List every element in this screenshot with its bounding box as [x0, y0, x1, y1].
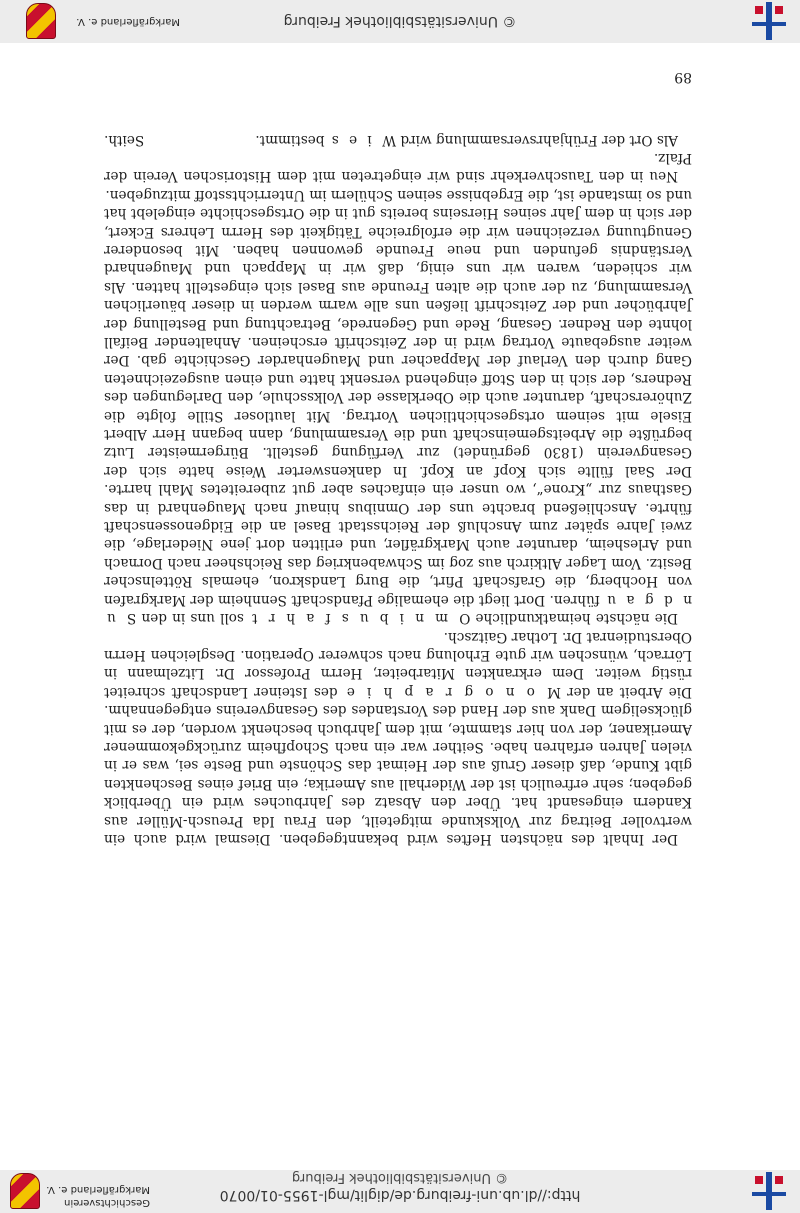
society-crest-icon — [26, 3, 56, 39]
footer-band — [0, 0, 800, 43]
source-url[interactable]: http://dl.ub.uni-freiburg.de/diglit/mgl-1955-01/0070 — [219, 1187, 581, 1203]
paragraph-1: Der Inhalt des nächsten Heftes wird bekanntgegeben. Diesmal wird auch ein wertvoller Beitrag zur Volkskunde mitgeteilt, den Frau Ida Preusch-Müller aus Kandern eingesandt hat. Über den Absatz des Jahrbuches wird ein Überblick gegeben; sehr erfreulich ist der Widerhall aus Amerika; ein Brief eines Beschenkten gibt Kunde, daß dieser Gruß aus der Heimat das Schönste und Beste sei, was er in vielen Jahren erfahren habe. Seither war ein nach Schopfheim zurückgekommener Amerikaner, der von hier stammte, mit dem Jahrbuch beschenkt worden, der es mit glückseligem Dank aus der Hand des Vorstandes des Gesangvereins entgegennahm. Die Arbeit an der M o n o g r a p h i e des Isteiner Landschaft schreitet rüstig weiter. Dem erkrankten Mitarbeiter, Herrn Professor Dr. Litzelmann in Lörrach, wünschen wir gute Erholung nach schwerer Operation. Desgleichen Herrn Oberstudienrat Dr. Lothar Gaitzsch. — [104, 628, 692, 847]
society-crest-icon — [10, 1173, 40, 1209]
society-name: Markgräflerland e. V. — [76, 16, 180, 27]
society-name: Markgräflerland e. V. — [46, 1184, 150, 1195]
signature: Seith. — [104, 131, 145, 148]
page-number: 89 — [674, 69, 692, 85]
body-text — [104, 130, 692, 848]
header-band — [0, 1170, 800, 1213]
paragraph-4: Als Ort der Frühjahrsversammlung wird W i e s bestimmt. Seith. — [104, 131, 678, 148]
paragraph-2: Die nächste heimatkundliche O m n i b u s f a h r t soll uns in den S u n d g a u führen. Dort liegt die ehemalige Pfandschaft Sennheim der Markgrafen von Hochberg, die Grafschaft Pfirt, die Burg Landskron, ehemals Röttelnscher Besitz. Vom Lager Altkirch aus zog im Schwabenkrieg das Reichsheer nach Dornach und Arlesheim, darunter auch Markgräfler, und erlitten dort jene Niederlage, die zwei Jahre später zum Anschluß der Reichsstadt Basel an die Eidgenossenschaft führte. Anschließend brachte uns der Omnibus hinauf nach Maugenhard in das Gasthaus zur „Krone“, wo unser ein einfaches aber gut zubereitetes Mahl harrte. Der Saal füllte sich Kopf an Kopf. In dankenswerter Weise hatte sich der Gesangverein (1830 gegründet) zur Verfügung gestellt. Bürgermeister Lutz begrüßte die Arbeitsgemeinschaft und die Versammlung, dann begann Herr Albert Eisele mit seinem ortsgeschichtlichen Vortrag. Mit lautloser Stille folgte die Zuhörerschaft, darunter auch die Oberklasse der Volksschule, den Darlegungen des Redners, der sich in den Stoff eingehend versenkt hatte und einen ausgezeichneten Gang durch den Verlauf der Mappacher und Maugenharder Geschichte gab. Der weiter ausgebaute Vortrag wird in der Zeitschrift erscheinen. Anhaltender Beifall lohnte den Redner. Gesang, Rede und Gegenrede, Betrachtung und Bestellung der Jahrbücher und der Zeitschrift ließen uns alle warm werden in dieser bäuerlichen Versammlung, zu der auch die alten Freunde aus Basel sich eingestellt hatten. Als wir schieden, waren wir uns einig, daß wir in Mappach und Maugenhard Verständnis gefunden und neue Freunde gewonnen haben. Mit besonderer Genugtuung verzeichnen wir die erfolgreiche Tätigkeit des Herrn Lehrers Eckert, der sich in dem Jahr seines Hierseins bereits gut in die Ortsgeschichte eingelebt hat und so imstande ist, die Ergebnisse seinen Schülern im Unterrichtsstoff mitzugeben. — [104, 186, 692, 627]
society-label: Geschichtsverein — [64, 1197, 150, 1208]
paragraph-3: Neu in den Tauschverkehr sind wir eingetreten mit dem Historischen Verein der Pfalz. — [104, 149, 692, 185]
copyright-text: © Universitätsbibliothek Freiburg — [291, 1170, 509, 1185]
copyright-text: © Universitätsbibliothek Freiburg — [283, 13, 517, 30]
